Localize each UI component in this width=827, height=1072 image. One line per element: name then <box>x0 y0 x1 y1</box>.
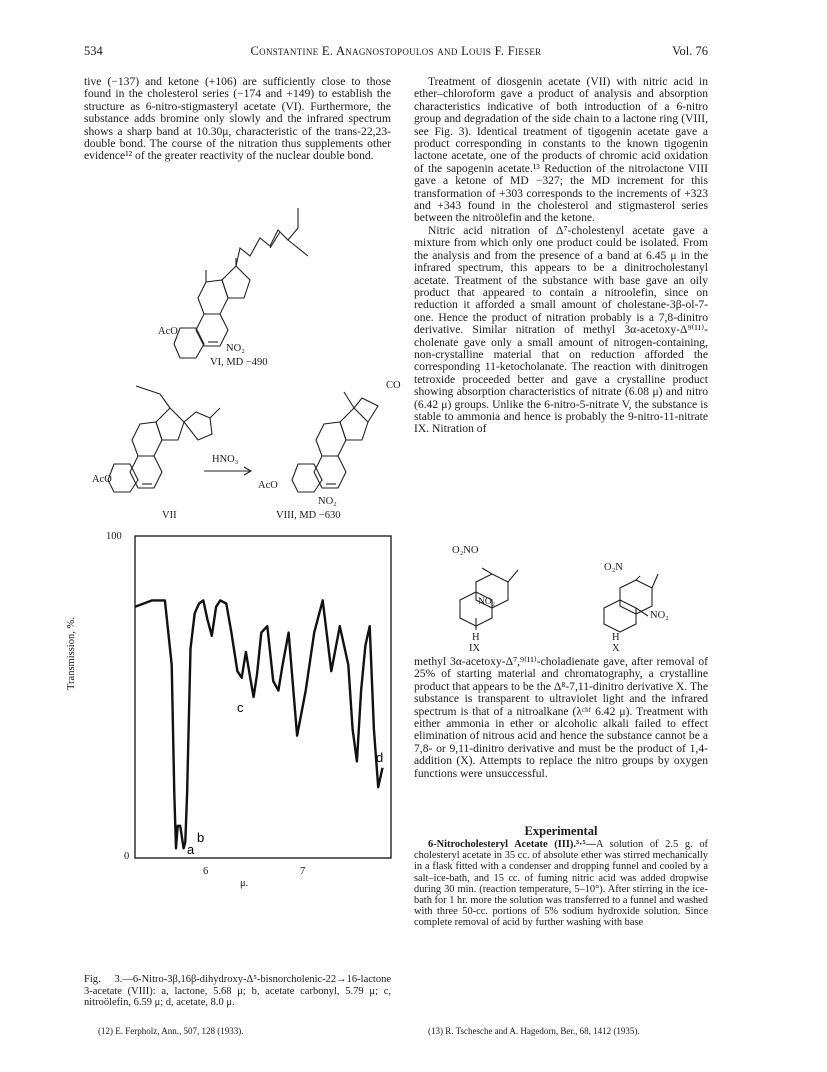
viii-co-label: CO <box>386 380 401 391</box>
ix-no2-label: NO₂ <box>478 597 496 607</box>
viii-caption-label: VIII, MD −630 <box>276 510 341 521</box>
structure-vi-diagram <box>180 200 340 350</box>
structure-viii-diagram <box>262 378 402 493</box>
viii-aco-label: AcO <box>258 480 278 491</box>
vi-no2-label: NO₂ <box>226 343 245 354</box>
experimental-body <box>414 839 708 929</box>
spectrum-line <box>135 600 383 848</box>
structure-ix-diagram <box>452 556 532 636</box>
structure-x-diagram <box>596 572 676 642</box>
x-caption-label: X <box>612 643 620 654</box>
vi-caption-label: VI, MD −490 <box>210 357 268 368</box>
experimental-text: A solution of 2.5 g. of cholesteryl acetate in 35 cc. of absolute ether was stirred mechanically in a flask fitted with a condenser and dropping funnel and cooled by a salt–ice-bath, and 15 cc. of fuming nitric acid was added dropwise during 30 min. (reaction temperature, 5–10°). After stirring in the ice-bath for 1 hr. more the solution was transferred to a funnel and washed with three 50-cc. portions of 5% sodium hydroxide solution. Since complete removal of acid by further washing with base <box>414 839 708 929</box>
footnote-rule-left <box>84 1020 391 1021</box>
experimental-run-in: 6-Nitrocholesteryl Acetate (III).³·⁵— <box>428 839 597 850</box>
reagent-label: HNO₃ <box>212 454 239 465</box>
x-axis-label: μ. <box>240 878 249 889</box>
left-column-text <box>84 76 391 163</box>
vii-aco-label: AcO <box>92 474 112 485</box>
right-column-text-continued <box>414 656 708 780</box>
x-tick-6: 6 <box>203 866 209 877</box>
x-no2-label: NO₂ <box>650 610 669 621</box>
page-number: 534 <box>84 44 103 58</box>
annotation-c: c <box>237 700 244 715</box>
y-axis-label: Transmission, %. <box>66 617 77 690</box>
ix-h-label: H <box>472 632 480 643</box>
right-column-text <box>414 76 708 436</box>
ix-caption-label: IX <box>469 643 481 654</box>
x-o2n-label: O₂N <box>604 562 623 573</box>
reaction-arrow <box>204 466 254 476</box>
vi-aco-label: AcO <box>158 326 178 337</box>
viii-no2-label: NO₂ <box>318 496 337 507</box>
annotation-b: b <box>197 830 205 845</box>
running-header <box>84 44 708 64</box>
vii-caption-label: VII <box>162 510 177 521</box>
x-tick-7: 7 <box>300 866 306 877</box>
y-tick-0: 0 <box>124 851 130 862</box>
annotation-a: a <box>187 842 195 857</box>
x-h-label: H <box>612 632 620 643</box>
ir-spectrum-chart <box>135 536 391 858</box>
footnote-12: (12) E. Ferpholz, Ann., 507, 128 (1933). <box>98 1026 244 1036</box>
footnote-13: (13) R. Tschesche and A. Hagedorn, Ber., 68, 1412 (1935). <box>428 1026 640 1036</box>
experimental-heading: Experimental <box>524 824 598 838</box>
annotation-d: d <box>376 750 384 765</box>
ix-ono2-label: O₂NO <box>452 545 479 556</box>
y-tick-100: 100 <box>106 531 122 542</box>
right-paragraph-3: methyl 3α-acetoxy-Δ⁷,⁹⁽¹¹⁾-choladienate gave, after removal of 25% of starting material and chromatography, a crystalline product that appears to be the Δ⁸-7,11-dinitro derivative X. The substance is transparent to ultraviolet light and the infrared spectrum is that of a nitroalkane (λᶜʰᶠ 6.42 μ). Treatment with either ammonia in ether or alcoholic alkali failed to effect elimination of nitrous acid and hence the substance cannot be a 7,8- or 9,11-dinitro derivative and must be the product of 1,4-addition (X). Attempts to replace the nitro groups by oxygen functions were unsuccessful. <box>414 655 708 780</box>
right-paragraph-1: Treatment of diosgenin acetate (VII) with nitric acid in ether–chloroform gave a product of analysis and absorption characteristics indicative of both introduction of a 6-nitro group and degradation of the side chain to a lactone ring (VIII, see Fig. 3). Identical treatment of tigogenin acetate gave a product corresponding in constants to the known tigogenin lactone acetate, one of the products of chromic acid oxidation of the sapogenin acetate.¹³ Reduction of the nitrolactone VIII gave a ketone of MD −327; the MD increment for this transformation of +303 corresponds to the increments of +323 and +343 found in the cholesterol and stigmasterol series between the nitroölefin and the ketone. <box>414 75 708 225</box>
right-paragraph-2: Nitric acid nitration of Δ⁷-cholestenyl acetate gave a mixture from which only one product could be isolated. From the analysis and from the presence of a band at 6.45 μ in the infrared spectrum, this appears to be a dinitrocholestanyl acetate. Treatment of the substance with base gave an oily product that appeared to contain a nitroolefin, since on reduction it afforded a small amount of cholestane-3β-ol-7-one. Hence the product of nitration probably is a 7,8-dinitro derivative. Similar nitration of methyl 3α-acetoxy-Δ⁹⁽¹¹⁾-cholenate gave only a small amount of nitrogen-containing, non-crystalline material that on reduction afforded the corresponding 11-ketocholanate. The reaction with dinitrogen tetroxide proceeded better and gave a crystalline product showing absorption characteristics of nitrate (6.08 μ) and nitro (6.42 μ) groups. Unlike the 6-nitro-5-nitrate V, the substance is stable to ammonia and hence is probably the 9-nitro-11-nitrate IX. Nitration of <box>414 223 708 436</box>
figure-caption: Fig. 3.—6-Nitro-3β,16β-dihydroxy-Δ⁵-bisnorcholenic-22→16-lactone 3-acetate (VIII): a, lactone, 5.68 μ; b, acetate carbonyl, 5.79 μ; c, nitroölefin, 6.59 μ; d, acetate, 8.0 μ. <box>84 974 391 1009</box>
volume-label: Vol. 76 <box>672 44 708 58</box>
running-title: Constantine E. Anagnostopoulos and Louis F. Fieser <box>250 44 542 58</box>
left-paragraph: tive (−137) and ketone (+106) are sufficiently close to those found in the cholesterol series (−174 and +149) to establish the structure as 6-nitro-stigmasteryl acetate (VI). Furthermore, the substance adds bromine only slowly and the infrared spectrum shows a sharp band at 10.30μ, characteristic of the trans-22,23-double bond. The course of the nitration thus supplements other evidence¹² of the greater reactivity of the nuclear double bond. <box>84 75 391 163</box>
